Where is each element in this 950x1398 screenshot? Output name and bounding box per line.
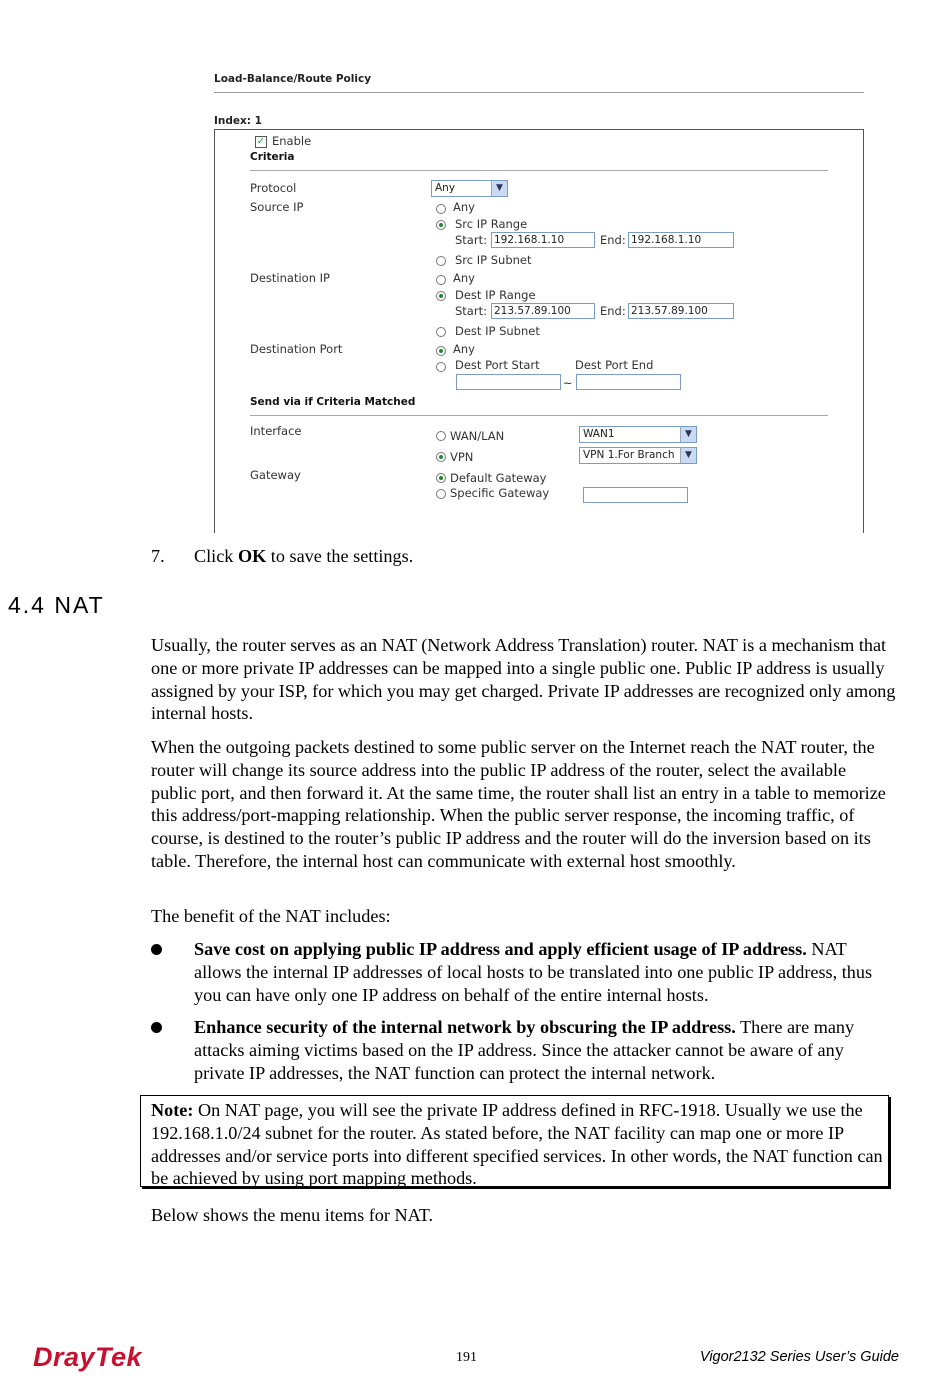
step-text-post: to save the settings. <box>266 546 414 566</box>
source-ip-label: Source IP <box>250 200 304 214</box>
vpn-select[interactable] <box>579 447 697 464</box>
guide-title: Vigor2132 Series User’s Guide <box>699 1349 899 1365</box>
gateway-label: Gateway <box>250 468 301 482</box>
src-ip-subnet-radio[interactable] <box>436 256 446 266</box>
paragraph-2: When the outgoing packets destined to some public server on the Internet reach the NAT router, the router will change its source address into the public IP address of the router, select the available public port, and then forward it. At the same time, the router shall list an entry in a table to memorize this address/port-mapping relationship. When the public server response, the incoming traffic, of course, is destined to the router’s public IP address and the router will do the inversion based on its table. Therefore, the internal host can communicate with external host smoothly. <box>151 737 886 871</box>
criteria-heading: Criteria <box>250 151 295 163</box>
src-ip-range-label: Src IP Range <box>455 217 528 231</box>
bullet-item-1 <box>194 938 894 1006</box>
protocol-select-value: Any <box>435 182 456 194</box>
send-via-heading: Send via if Criteria Matched <box>250 396 416 408</box>
bullet-2-bold: Enhance security of the internal network by obscuring the IP address. <box>194 1017 736 1037</box>
step-text-ok: OK <box>237 546 267 566</box>
dst-ip-subnet-radio[interactable] <box>436 327 446 337</box>
paragraph-1: Usually, the router serves as an NAT (Network Address Translation) router. NAT is a mechanism that one or more private IP addresses can be mapped into a single public one. Public IP address is usually assigned by your ISP, for which you may get charged. Private IP addresses are recognized only among internal hosts. <box>151 635 896 724</box>
specific-gateway-input[interactable] <box>583 487 688 503</box>
destination-ip-label: Destination IP <box>250 271 330 285</box>
protocol-label: Protocol <box>250 181 297 195</box>
draytek-logo: DrayTek <box>33 1342 143 1372</box>
note-text: On NAT page, you will see the private IP address defined in RFC-1918. Usually we use the 192.168.1.0/24 subnet for the router. As stated before, the NAT facility can map one or more IP addresses and/or service ports into different specified services. In other words, the NAT function can be achieved by using port mapping methods. <box>151 1100 883 1189</box>
dst-start-input[interactable]: 213.57.89.100 <box>491 303 595 319</box>
wan-select[interactable] <box>579 426 697 443</box>
vpn-select-value: VPN 1.For Branch <box>583 449 675 461</box>
dest-port-start-input[interactable] <box>456 374 561 390</box>
note-box <box>140 1095 889 1187</box>
default-gateway-label: Default Gateway <box>450 471 547 485</box>
dst-end-input[interactable]: 213.57.89.100 <box>628 303 734 319</box>
paragraph-3: The benefit of the NAT includes: <box>151 906 391 926</box>
dst-any-label: Any <box>453 271 475 285</box>
src-any-label: Any <box>453 200 475 214</box>
vpn-radio[interactable] <box>436 452 446 462</box>
port-any-radio[interactable] <box>436 346 446 356</box>
dest-port-start-label: Dest Port Start <box>455 358 540 372</box>
src-ip-range-radio[interactable] <box>436 220 446 230</box>
chevron-down-icon: ▼ <box>491 181 507 196</box>
dst-ip-range-label: Dest IP Range <box>455 288 536 302</box>
src-end-label: End: <box>600 233 626 247</box>
paragraph-4: Below shows the menu items for NAT. <box>151 1205 434 1225</box>
index-label: Index: 1 <box>214 115 262 127</box>
specific-gateway-label: Specific Gateway <box>450 486 550 500</box>
wan-lan-label: WAN/LAN <box>450 429 505 443</box>
wan-select-value: WAN1 <box>583 428 615 440</box>
port-any-label: Any <box>453 342 475 356</box>
specific-gateway-radio[interactable] <box>436 489 446 499</box>
step-text <box>194 545 413 568</box>
bullet-2-text: There are many attacks aiming victims based on the IP address. Since the attacker cannot be aware of any private IP addresses, the NAT function can protect the internal network. <box>194 1017 855 1083</box>
dest-port-end-label: Dest Port End <box>575 358 654 372</box>
chevron-down-icon: ▼ <box>680 448 696 463</box>
destination-port-label: Destination Port <box>250 342 343 356</box>
enable-checkbox[interactable]: ✓ <box>256 136 266 147</box>
bullet-dot <box>151 1022 162 1033</box>
src-any-radio[interactable] <box>436 204 446 214</box>
page-number: 191 <box>456 1350 477 1365</box>
note-label: Note: <box>151 1100 194 1120</box>
dst-any-radio[interactable] <box>436 275 446 285</box>
protocol-select[interactable] <box>431 180 508 197</box>
enable-label: Enable <box>272 134 312 148</box>
src-start-label: Start: <box>455 233 487 247</box>
port-range-radio[interactable] <box>436 362 446 372</box>
src-start-input[interactable]: 192.168.1.10 <box>491 232 595 248</box>
send-via-divider <box>250 415 828 416</box>
bullet-1-bold: Save cost on applying public IP address and apply efficient usage of IP address. <box>194 939 807 959</box>
dst-end-label: End: <box>600 304 626 318</box>
vpn-label: VPN <box>450 450 474 464</box>
wan-lan-radio[interactable] <box>436 431 446 441</box>
dst-ip-subnet-label: Dest IP Subnet <box>455 324 540 338</box>
src-end-input[interactable]: 192.168.1.10 <box>628 232 734 248</box>
policy-panel <box>214 129 864 533</box>
title-divider <box>214 92 864 93</box>
dest-port-end-input[interactable] <box>576 374 681 390</box>
chevron-down-icon: ▼ <box>680 427 696 442</box>
src-ip-subnet-label: Src IP Subnet <box>455 253 532 267</box>
dst-ip-range-radio[interactable] <box>436 291 446 301</box>
default-gateway-radio[interactable] <box>436 473 446 483</box>
bullet-1-text: NAT allows the internal IP addresses of local hosts to be translated into one public IP address, thus you can have only one IP address on behalf of the entire internal hosts. <box>194 939 873 1005</box>
port-range-separator: ~ <box>563 376 573 390</box>
interface-label: Interface <box>250 424 302 438</box>
section-heading: 4.4 NAT <box>8 592 105 618</box>
step-number: 7. <box>151 546 165 566</box>
bullet-dot <box>151 944 162 955</box>
router-config-screenshot <box>214 70 864 533</box>
bullet-item-2 <box>194 1016 894 1084</box>
dst-start-label: Start: <box>455 304 487 318</box>
figure-title: Load-Balance/Route Policy <box>214 73 372 85</box>
criteria-divider <box>250 170 828 171</box>
step-text-pre: Click <box>194 546 238 566</box>
